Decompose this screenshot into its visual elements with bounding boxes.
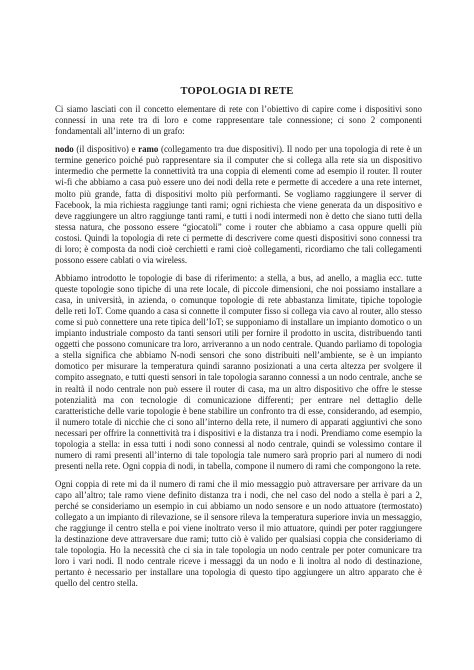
term-nodo: nodo (55, 144, 74, 155)
paragraph-nodo-ramo (55, 144, 422, 266)
paragraph-topologie: Abbiamo introdotto le topologie di base di riferimento: a stella, a bus, ad anello, a maglia ecc. tutte queste topologie sono tipiche di una rete locale, di piccole dimensioni, che noi possiamo installare a casa, in università, in azienda, o comunque topologie di rete abbastanza limitate, tipiche topologie delle reti IoT. Come quando a casa si connette il computer fisso si collega via cavo al router, allo stesso come si può connettere una rete tipica dell’IoT; se supponiamo di installare un impianto domotico o un impianto industriale composto da tanti sensori utili per fornire il prodotto in uscita, distribuendo tanti oggetti che possono comunicare tra loro, arriveranno a un nodo centrale. Quando parliamo di topologia a stella significa che abbiamo N-nodi sensori che sono distribuiti nell’ambiente, se è un impianto domotico per misurare la temperatura quindi saranno posizionati a una certa altezza per svolgere il compito assegnato, e tutti questi sensori in tale topologia saranno connessi a un nodo centrale, anche se in realtà il nodo centrale non può essere il router di casa, ma un altro dispositivo che offre le stesse potenzialità ma con tecnologie di comunicazione differenti; per entrare nel dettaglio delle caratteristiche delle varie topologie è bene stabilire un confronto tra di esse, considerando, ad esempio, il numero totale di nicchie che ci sono all’interno della rete, il numero di apparati aggiuntivi che sono necessari per offrire la connettività tra i dispositivi e la distanza tra i nodi. Prendiamo come esempio la topologia a stella: in essa tutti i nodi sono connessi al nodo centrale, quindi se volessimo contare il numero di rami presenti all’interno di tale topologia tale numero sarà proprio pari al numero di nodi presenti nella rete. Ogni coppia di nodi, in tabella, compone il numero di rami che compongono la rete. (55, 273, 422, 471)
paragraph-nodo-ramo-text2: (collegamento tra due dispositivi). Il nodo per una topologia di rete è un termine generico poiché può rappresentare sia il computer che si collega alla rete sia un dispositivo intermedio che permette la connettività tra una coppia di elementi come ad esempio il router. Il router wi-fi che abbiamo a casa può essere uno dei nodi della rete e permette di accedere a una rete internet, molto più grande, fatta di dispositivi molto più performanti. Se vogliamo raggiungere il server di Facebook, la mia richiesta raggiunge tanti rami; ogni richiesta che viene generata da un dispositivo e deve raggiungere un altro raggiunge tanti rami, e tutti i nodi intermedi non è detto che siano tutti della stessa natura, che possono essere “giocatoli” come i router che abbiamo a casa oppure quelli più costosi. Quindi la topologia di rete ci permette di descrivere come questi dispositivi sono connessi tra di loro; è composta da nodi cioè cerchietti e rami cioè collegamenti, ricordiamo che tali collegamenti possono essere cablati o via wireless. (55, 144, 422, 265)
document-body (55, 104, 422, 597)
paragraph-nodo-ramo-text1: (il dispositivo) e (73, 144, 139, 155)
paragraph-distanza: Ogni coppia di rete mi da il numero di rami che il mio messaggio può attraversare per arrivare da un capo all’altro; tale ramo viene definito distanza tra i nodi, che nel caso del nodo a stella è pari a 2, perché se consideriamo un esempio in cui abbiamo un nodo sensore e un nodo attuatore (termostato) collegato a un impianto di rilevazione, se il sensore rileva la temperatura superiore invia un messaggio, che raggiunge il centro stella e poi viene inoltrato verso il mio attuatore, quindi per poter raggiungere la destinazione deve attraversare due rami; tutto ciò è valido per qualsiasi coppia che consideriamo di tale topologia. Ho la necessità che ci sia in tale topologia un nodo centrale per poter comunicare tra loro i vari nodi. Il nodo centrale riceve i messaggi da un nodo e li inoltra al nodo di destinazione, pertanto è necessario per installare una topologia di questo tipo aggiungere un altro apparato che è quello del centro stella. (55, 479, 422, 589)
term-ramo: ramo (138, 144, 159, 155)
paragraph-intro: Ci siamo lasciati con il concetto elementare di rete con l’obiettivo di capire come i dispositivi sono connessi in una rete tra di loro e come rappresentare tale connessione; ci sono 2 componenti fondamentali all’interno di un grafo: (55, 104, 422, 137)
document-title: TOPOLOGIA DI RETE (180, 86, 294, 97)
